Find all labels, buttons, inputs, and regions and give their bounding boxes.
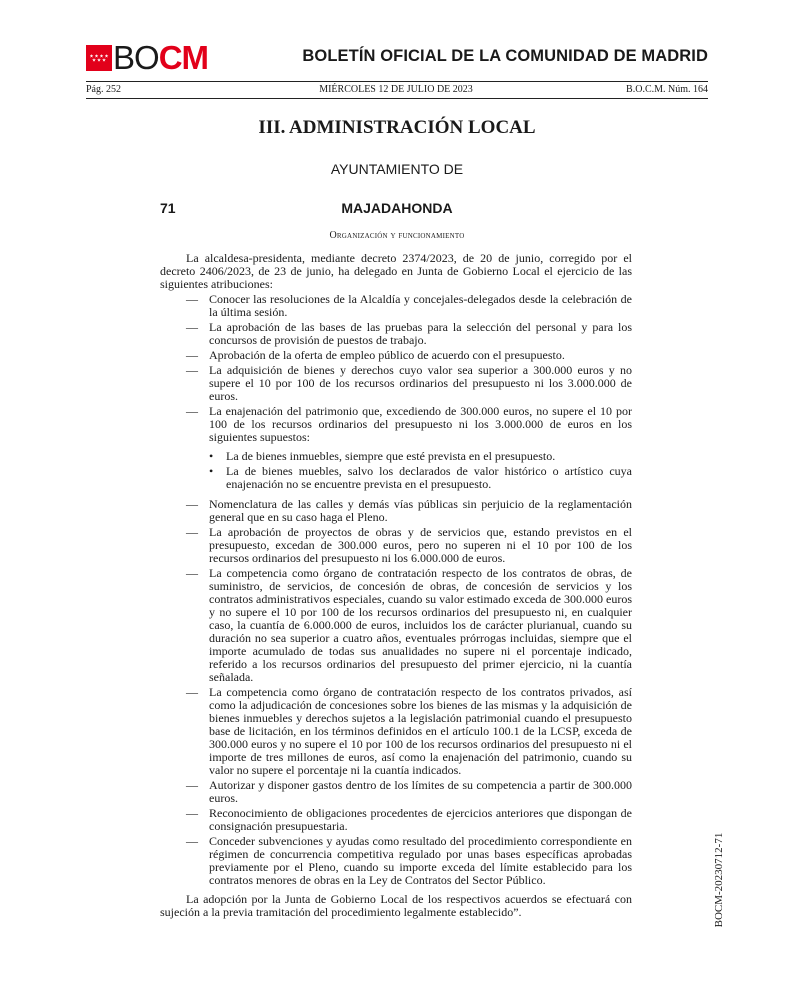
header-rule-bottom <box>86 98 708 99</box>
logo-wordmark <box>113 39 209 76</box>
list-item <box>160 405 632 491</box>
entry-number: 71 <box>160 200 176 216</box>
dash-marker: — <box>186 363 198 377</box>
dash-marker: — <box>186 348 198 362</box>
sub-list-item-text: La de bienes muebles, salvo los declarados de valor histórico o artístico cuya enajenación no se encuentre prevista en el presupuesto. <box>226 464 632 491</box>
list-item-text: Nomenclatura de las calles y demás vías públicas sin perjuicio de la reglamentación general que en su caso haga el Pleno. <box>209 497 632 524</box>
dash-marker: — <box>186 497 198 511</box>
attributions-list <box>160 293 632 887</box>
dash-marker: — <box>186 685 198 699</box>
bullet-marker: • <box>209 449 214 463</box>
list-item <box>160 686 632 777</box>
list-item-text: La aprobación de las bases de las pruebas para la selección del personal y para los concursos de provisión de puestos de trabajo. <box>209 320 632 347</box>
document-body <box>160 252 632 919</box>
list-item <box>160 293 632 319</box>
list-item <box>160 779 632 805</box>
sub-list-item <box>209 465 632 491</box>
list-item-text: La competencia como órgano de contratación respecto de los contratos de obras, de suministro, de servicios, de concesión de obras, de concesión de servicios y los contratos administrativos especiales, cuando su valor estimado exceda de 300.000 euros y no supere el 10 por 100 de los recursos ordinarios del presupuesto ni, en cualquier caso, la cuantía de 6.000.000 de euros, incluidos los de carácter plurianual, cuando su duración no sea superior a cuatro años, eventuales prórrogas incluidas, siempre que el importe acumulado de todas sus anualidades no supere ni el porcentaje indicado, referido a los recursos ordinarios del presupuesto del primer ejercicio, ni la cuantía señalada. <box>209 566 632 684</box>
list-item <box>160 349 632 362</box>
dash-marker: — <box>186 806 198 820</box>
dash-marker: — <box>186 404 198 418</box>
list-item-text: Conceder subvenciones y ayudas como resultado del procedimiento correspondiente en régimen de concurrencia competitiva regulado por unas bases específicas aprobadas previamente por el Pleno, cuando su importe exceda del límite establecido para los contratos menores de obras en la Ley de Contratos del Sector Público. <box>209 834 632 887</box>
dash-marker: — <box>186 834 198 848</box>
list-item-text: La aprobación de proyectos de obras y de servicios que, estando previstos en el presupuesto, excedan de 300.000 euros, pero no superen ni el 10 por 100 de los recursos ordinarios del presupuesto ni los 6.000.000 de euros. <box>209 525 632 565</box>
list-item-text: Reconocimiento de obligaciones procedentes de ejercicios anteriores que dispongan de consignación presupuestaria. <box>209 806 632 833</box>
sub-list-item <box>209 450 632 463</box>
list-item-text: La adquisición de bienes y derechos cuyo valor sea superior a 300.000 euros y no supere el 10 por 100 de los recursos ordinarios del presupuesto ni los 3.000.000 de euros. <box>209 363 632 403</box>
document-id: BOCM-20230712-71 <box>713 832 725 928</box>
list-item <box>160 567 632 684</box>
list-item-text: La competencia como órgano de contratación respecto de los contratos privados, así como la adjudicación de concesiones sobre los bienes de las mismas y la adquisición de bienes inmuebles y derechos sujetos a la legislación patrimonial cuando el presupuesto base de licitación, en los términos definidos en el artículo 100.1 de la LCSP, exceda de 300.000 euros y no supere el 10 por 100 de los recursos ordinarios del presupuesto ni el importe de tres millones de euros, así como la enajenación del patrimonio, cuando su valor no supere el porcentaje ni la cuantía indicados. <box>209 685 632 777</box>
dash-marker: — <box>186 292 198 306</box>
dash-marker: — <box>186 320 198 334</box>
issue-date: MIÉRCOLES 12 DE JULIO DE 2023 <box>319 84 473 95</box>
subsection-heading: Organización y funcionamiento <box>329 230 465 241</box>
municipality-name: MAJADAHONDA <box>341 200 453 216</box>
list-item-text: Conocer las resoluciones de la Alcaldía y concejales-delegados desde la celebración de la última sesión. <box>209 292 632 319</box>
sub-list-item-text: La de bienes inmuebles, siempre que esté prevista en el presupuesto. <box>226 449 556 463</box>
list-item <box>160 807 632 833</box>
bulletin-title: BOLETÍN OFICIAL DE LA COMUNIDAD DE MADRID <box>302 47 708 65</box>
list-item <box>160 498 632 524</box>
dash-marker: — <box>186 778 198 792</box>
header-rule-top <box>86 81 708 82</box>
ayuntamiento-heading: AYUNTAMIENTO DE <box>330 161 464 177</box>
issue-number: B.O.C.M. Núm. 164 <box>626 84 708 95</box>
dash-marker: — <box>186 525 198 539</box>
list-item-text: Aprobación de la oferta de empleo público de acuerdo con el presupuesto. <box>209 348 565 362</box>
intro-paragraph: La alcaldesa-presidenta, mediante decreto 2374/2023, de 20 de junio, corregido por el decreto 2406/2023, de 23 de junio, ha delegado en Junta de Gobierno Local el ejercicio de las siguientes atribuciones: <box>160 251 632 291</box>
closing-paragraph: La adopción por la Junta de Gobierno Local de los respectivos acuerdos se efectuará con sujeción a la previa tramitación del procedimiento legalmente establecido”. <box>160 892 632 919</box>
list-item <box>160 526 632 565</box>
sub-list <box>209 450 632 491</box>
list-item <box>160 364 632 403</box>
comunidad-de-madrid-stars-icon <box>86 45 112 71</box>
bocm-logo <box>86 39 209 76</box>
list-item-text: La enajenación del patrimonio que, excediendo de 300.000 euros, no supere el 10 por 100 de los recursos ordinarios del presupuesto ni los 3.000.000 de euros en los siguientes supuestos: <box>209 404 632 444</box>
bullet-marker: • <box>209 464 214 478</box>
page-number: Pág. 252 <box>86 84 121 95</box>
logo-cm: CM <box>158 39 209 76</box>
list-item-text: Autorizar y disponer gastos dentro de los límites de su competencia a partir de 300.000 euros. <box>209 778 632 805</box>
list-item <box>160 835 632 887</box>
dash-marker: — <box>186 566 198 580</box>
section-title: III. ADMINISTRACIÓN LOCAL <box>258 117 536 138</box>
logo-bo: BO <box>113 39 159 76</box>
list-item <box>160 321 632 347</box>
